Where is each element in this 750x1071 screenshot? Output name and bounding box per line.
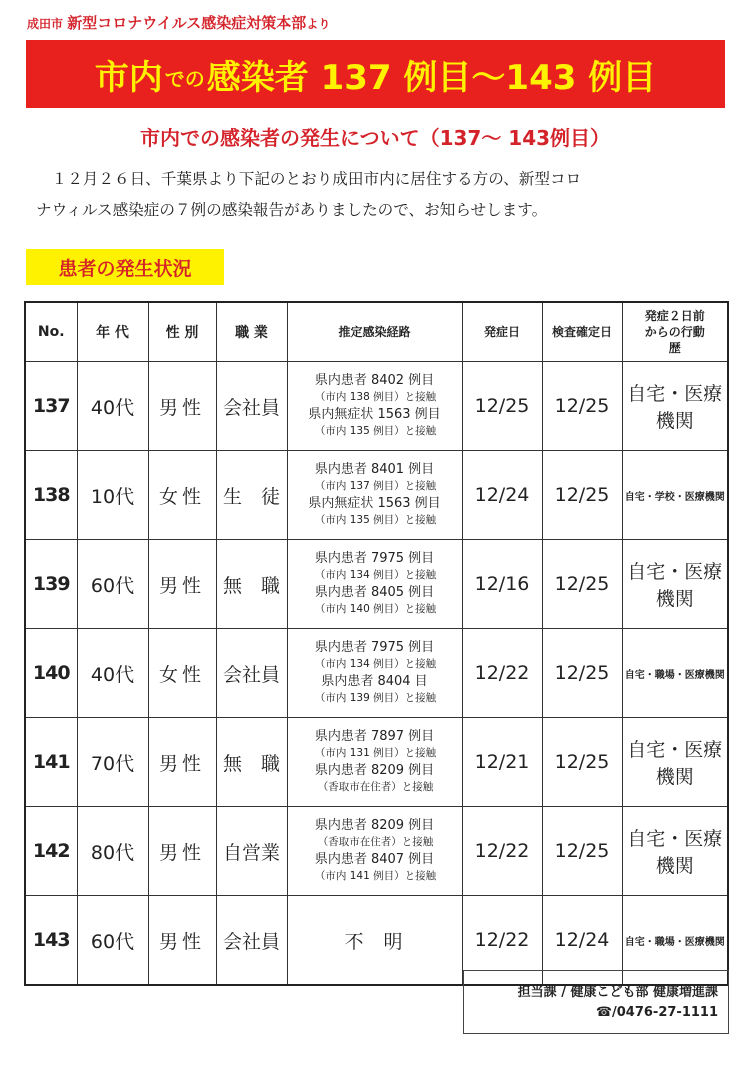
- cell-sex: 男性: [148, 718, 216, 807]
- cell-onset: 12/22: [462, 629, 542, 718]
- cell-route: [287, 540, 462, 629]
- route-line: 県内患者 8407 例目: [314, 852, 435, 867]
- route-line: 県内患者 7897 例目: [314, 729, 435, 744]
- route-line: （香取市在住者）と接触: [317, 836, 434, 848]
- cell-route: [287, 451, 462, 540]
- cell-age: 40代: [77, 362, 148, 451]
- page-subtitle: 市内での感染者の発生について（137～ 143例目）: [139, 126, 611, 150]
- cell-age: 60代: [77, 540, 148, 629]
- route-line: 県内患者 8209 例目: [314, 818, 435, 833]
- cell-sex: 女性: [148, 451, 216, 540]
- header-sex: 性 別: [148, 302, 216, 362]
- cell-job: 会社員: [216, 896, 287, 986]
- cell-age: 70代: [77, 718, 148, 807]
- cell-no: 139: [25, 540, 77, 629]
- header-job: 職 業: [216, 302, 287, 362]
- intro-paragraph: [36, 164, 718, 226]
- header-onset: 発症日: [462, 302, 542, 362]
- cell-sex: 男性: [148, 362, 216, 451]
- contact-phone[interactable]: ☎/0476-27-1111: [595, 1005, 718, 1020]
- route-line: （市内 140 例目）と接触: [314, 603, 437, 615]
- header-route: 推定感染経路: [287, 302, 462, 362]
- route-line: 県内患者 8402 例目: [314, 373, 435, 388]
- cell-job: 無 職: [216, 718, 287, 807]
- cell-age: 80代: [77, 807, 148, 896]
- intro-line-1: １２月２６日、千葉県より下記のとおり成田市内に居住する方の、新型コロ: [51, 170, 582, 188]
- cell-history: 自宅・職場・医療機関: [622, 629, 728, 718]
- header-confirmed: 検査確定日: [542, 302, 622, 362]
- cell-route: [287, 807, 462, 896]
- table-row: [25, 718, 728, 807]
- cell-no: 140: [25, 629, 77, 718]
- header-suffix: より: [306, 17, 331, 31]
- cell-job: 会社員: [216, 362, 287, 451]
- table-row: [25, 451, 728, 540]
- contact-box: [463, 970, 729, 1034]
- banner-part1: 市内: [94, 57, 163, 98]
- table-row: [25, 807, 728, 896]
- cell-route-unknown: 不明: [287, 896, 462, 986]
- cell-onset: 12/22: [462, 807, 542, 896]
- cell-job: 生 徒: [216, 451, 287, 540]
- cell-age: 40代: [77, 629, 148, 718]
- cell-job: 会社員: [216, 629, 287, 718]
- cell-no: 138: [25, 451, 77, 540]
- cell-onset: 12/21: [462, 718, 542, 807]
- intro-line-2: ナウィルス感染症の７例の感染報告がありましたので、お知らせします。: [36, 201, 548, 219]
- cell-no: 142: [25, 807, 77, 896]
- cell-sex: 男性: [148, 540, 216, 629]
- cell-sex: 男性: [148, 896, 216, 986]
- cases-table: [24, 301, 729, 986]
- banner-part2: での: [164, 66, 205, 91]
- route-line: 県内患者 8405 例目: [314, 585, 435, 600]
- route-line: 県内無症状 1563 例目: [308, 407, 441, 422]
- cell-confirmed: 12/24: [542, 896, 622, 986]
- cell-route: [287, 718, 462, 807]
- table-row: [25, 362, 728, 451]
- cell-job: 自営業: [216, 807, 287, 896]
- cell-onset: 12/25: [462, 362, 542, 451]
- header-no: No.: [25, 302, 77, 362]
- cell-sex: 男性: [148, 807, 216, 896]
- route-line: 県内患者 8209 例目: [314, 763, 435, 778]
- table-header-row: [25, 302, 728, 362]
- header-office: 新型コロナウイルス感染症対策本部: [67, 14, 307, 32]
- cell-onset: 12/24: [462, 451, 542, 540]
- route-line: 県内患者 8401 例目: [314, 462, 435, 477]
- cell-age: 60代: [77, 896, 148, 986]
- header-prefix: 成田市: [27, 17, 64, 31]
- route-line: （市内 134 例目）と接触: [314, 658, 437, 670]
- cell-age: 10代: [77, 451, 148, 540]
- route-line: （香取市在住者）と接触: [317, 781, 434, 793]
- cell-onset: 12/22: [462, 896, 542, 986]
- cell-no: 137: [25, 362, 77, 451]
- cell-history: 自宅・医療機関: [622, 807, 728, 896]
- table-row: [25, 629, 728, 718]
- cell-history: 自宅・学校・医療機関: [622, 451, 728, 540]
- route-line: （市内 135 例目）と接触: [314, 425, 437, 437]
- cell-no: 141: [25, 718, 77, 807]
- cell-confirmed: 12/25: [542, 362, 622, 451]
- header-age: 年 代: [77, 302, 148, 362]
- cell-confirmed: 12/25: [542, 451, 622, 540]
- table-row: [25, 540, 728, 629]
- cell-onset: 12/16: [462, 540, 542, 629]
- header-history: [622, 302, 728, 362]
- header-history-text: 発症２日前からの行動歴: [644, 309, 705, 355]
- cell-confirmed: 12/25: [542, 718, 622, 807]
- title-banner: [26, 40, 725, 108]
- route-line: （市内 138 例目）と接触: [314, 391, 437, 403]
- banner-part3: 感染者 137 例目～143 例目: [206, 57, 657, 98]
- route-line: （市内 137 例目）と接触: [314, 480, 437, 492]
- route-line: （市内 141 例目）と接触: [314, 870, 437, 882]
- cell-no: 143: [25, 896, 77, 986]
- route-line: 県内無症状 1563 例目: [308, 496, 441, 511]
- route-line: （市内 135 例目）と接触: [314, 514, 437, 526]
- cell-history: 自宅・職場・医療機関: [622, 896, 728, 986]
- cell-confirmed: 12/25: [542, 540, 622, 629]
- cell-confirmed: 12/25: [542, 629, 622, 718]
- header-line: [27, 12, 330, 33]
- route-line: 県内患者 7975 例目: [314, 551, 435, 566]
- contact-dept: 担当課 / 健康こども部 健康増進課: [517, 985, 718, 1000]
- cell-sex: 女性: [148, 629, 216, 718]
- cell-route: [287, 362, 462, 451]
- cell-confirmed: 12/25: [542, 807, 622, 896]
- section-label: 患者の発生状況: [26, 249, 224, 285]
- cell-history: 自宅・医療機関: [622, 540, 728, 629]
- route-line: 県内患者 7975 例目: [314, 640, 435, 655]
- cell-job: 無 職: [216, 540, 287, 629]
- route-line: 県内患者 8404 目: [321, 674, 428, 689]
- cell-history: 自宅・医療機関: [622, 718, 728, 807]
- route-line: （市内 131 例目）と接触: [314, 747, 437, 759]
- cell-history: 自宅・医療機関: [622, 362, 728, 451]
- cell-route: [287, 629, 462, 718]
- route-line: （市内 139 例目）と接触: [314, 692, 437, 704]
- route-line: （市内 134 例目）と接触: [314, 569, 437, 581]
